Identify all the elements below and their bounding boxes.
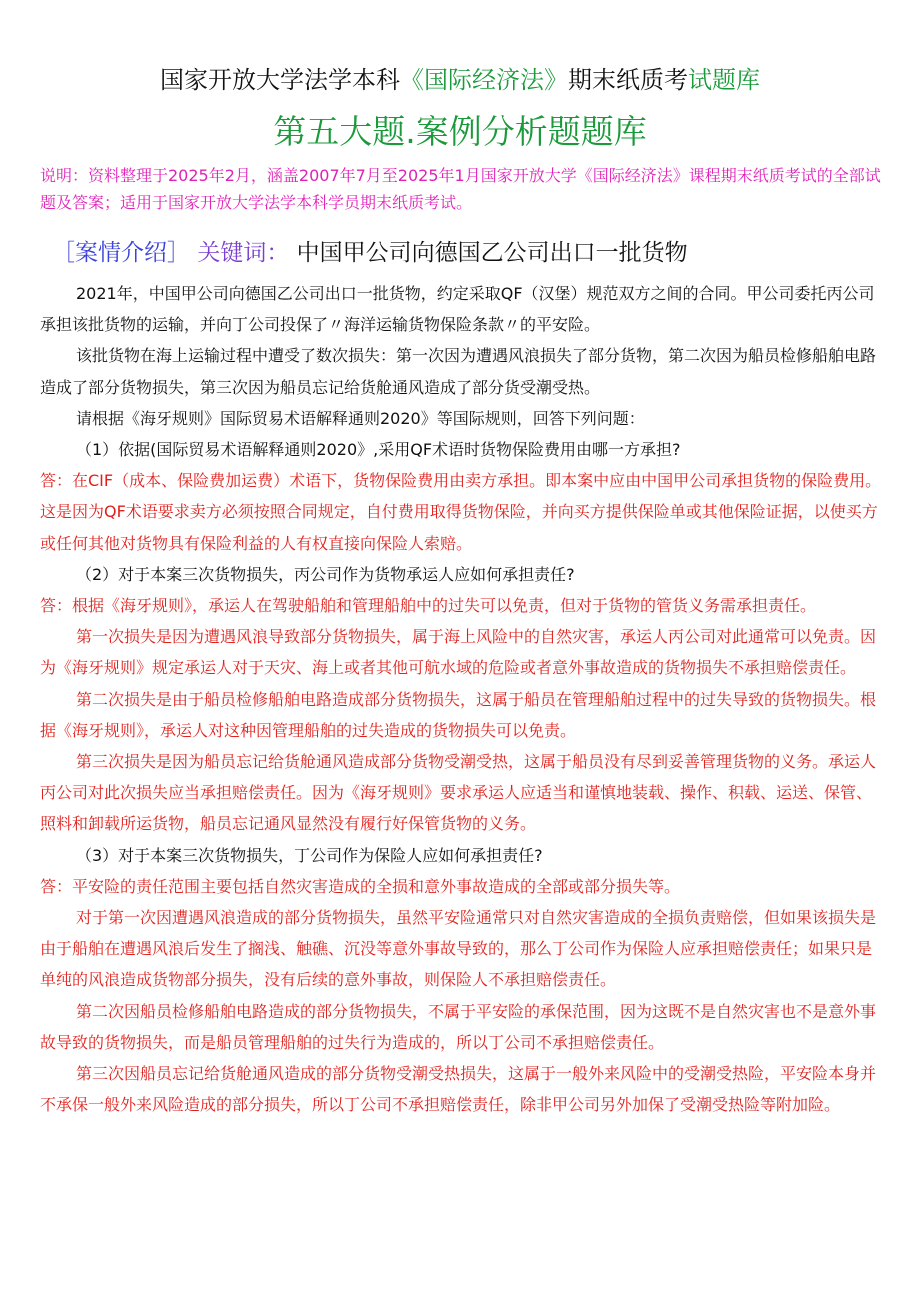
title-part-1: 国家开放大学法学本科 [160,66,400,94]
answer-2-paragraph: 第二次损失是由于船员检修船舶电路造成部分货物损失，这属于船员在管理船舶过程中的过失导致的货物损失。根据《海牙规则》，承运人对这种因管理船舶的过失造成的货物损失可以免责。 [40,689,877,740]
title-part-4: 试题库 [688,66,760,94]
case-paragraph: 2021年，中国甲公司向德国乙公司出口一批货物，约定采取QF（汉堡）规范双方之间的合同。甲公司委托丙公司承担该批货物的运输，并向丁公司投保了〃海洋运输货物保险条款〃的平安险。 [40,284,875,335]
case-body [40,278,885,1120]
answer-3-paragraph: 答：平安险的责任范围主要包括自然灾害造成的全损和意外事故造成的全部或部分损失等。 [40,876,681,896]
case-heading [52,234,882,267]
question-2: （2）对于本案三次货物损失，丙公司作为货物承运人应如何承担责任? [76,564,575,584]
answer-3-paragraph: 对于第一次因遭遇风浪造成的部分货物损失，虽然平安险通常只对自然灾害造成的全损负责赔偿，但如果该损失是由于船舶在遭遇风浪后发生了搁浅、触礁、沉没等意外事故导致的，那么丁公司作为保险人应承担赔偿责任；如果只是单纯的风浪造成货物部分损失，没有后续的意外事故，则保险人不承担赔偿责任。 [40,908,877,990]
answer-3-paragraph: 第三次因船员忘记给货舱通风造成的部分货物受潮受热损失，这属于一般外来风险中的受潮受热险，平安险本身并不承保一般外来风险造成的部分损失，所以丁公司不承担赔偿责任，除非甲公司另外加保了受潮受热险等附加险。 [40,1064,877,1115]
title-part-3: 期末纸质考 [568,66,688,94]
case-paragraph: 请根据《海牙规则》国际贸易术语解释通则2020》等国际规则，回答下列问题： [76,408,645,428]
answer-2-paragraph: 第三次损失是因为船员忘记给货舱通风造成部分货物受潮受热，这属于船员没有尽到妥善管理货物的义务。承运人丙公司对此次损失应当承担赔偿责任。因为《海牙规则》要求承运人应适当和谨慎地装载、操作、积载、运送、保管、照料和卸载所运货物，船员忘记通风显然没有履行好保管货物的义务。 [40,752,877,834]
answer-1-paragraph: 答：在CIF（成本、保险费加运费）术语下，货物保险费用由卖方承担。即本案中应由中国甲公司承担货物的保险费用。这是因为QF术语要求卖方必须按照合同规定，自付费用取得货物保险，并向买方提供保险单或其他保险证据，以使买方或任何其他对货物具有保险利益的人有权直接向保险人索赔。 [40,471,882,553]
case-bracket-label: ［案情介绍］ [52,240,190,266]
question-3: （3）对于本案三次货物损失，丁公司作为保险人应如何承担责任? [76,845,543,865]
answer-3-paragraph: 第二次因船员检修船舶电路造成的部分货物损失，不属于平安险的承保范围，因为这既不是自然灾害也不是意外事故导致的货物损失，而是船员管理船舶的过失行为造成的，所以丁公司不承担赔偿责任。 [40,1001,877,1052]
document-title [0,60,920,95]
keyword-label: 关键词： [197,240,290,266]
keyword-text: 中国甲公司向德国乙公司出口一批货物 [296,240,688,266]
explanatory-note: 说明：资料整理于2025年2月，涵盖2007年7月至2025年1月国家开放大学《国际经济法》课程期末纸质考试的全部试题及答案；适用于国家开放大学法学本科学员期末纸质考试。 [40,166,881,212]
answer-2-paragraph: 答：根据《海牙规则》，承运人在驾驶船舶和管理船舶中的过失可以免责，但对于货物的管货义务需承担责任。 [40,596,817,616]
case-paragraph: 该批货物在海上运输过程中遭受了数次损失：第一次因为遭遇风浪损失了部分货物，第二次因为船员检修船舶电路造成了部分货物损失，第三次因为船员忘记给货舱通风造成了部分货受潮受热。 [40,346,877,397]
section-subtitle: 第五大题.案例分析题题库 [273,112,647,151]
answer-2-paragraph: 第一次损失是因为遭遇风浪导致部分货物损失，属于海上风险中的自然灾害，承运人丙公司对此通常可以免责。因为《海牙规则》规定承运人对于天灾、海上或者其他可航水域的危险或者意外事故造成的货物损失不承担赔偿责任。 [40,627,877,678]
title-part-2: 《国际经济法》 [400,66,568,94]
question-1: （1）依据(国际贸易术语解释通则2020》,采用QF术语时货物保险费用由哪一方承担? [76,440,681,460]
